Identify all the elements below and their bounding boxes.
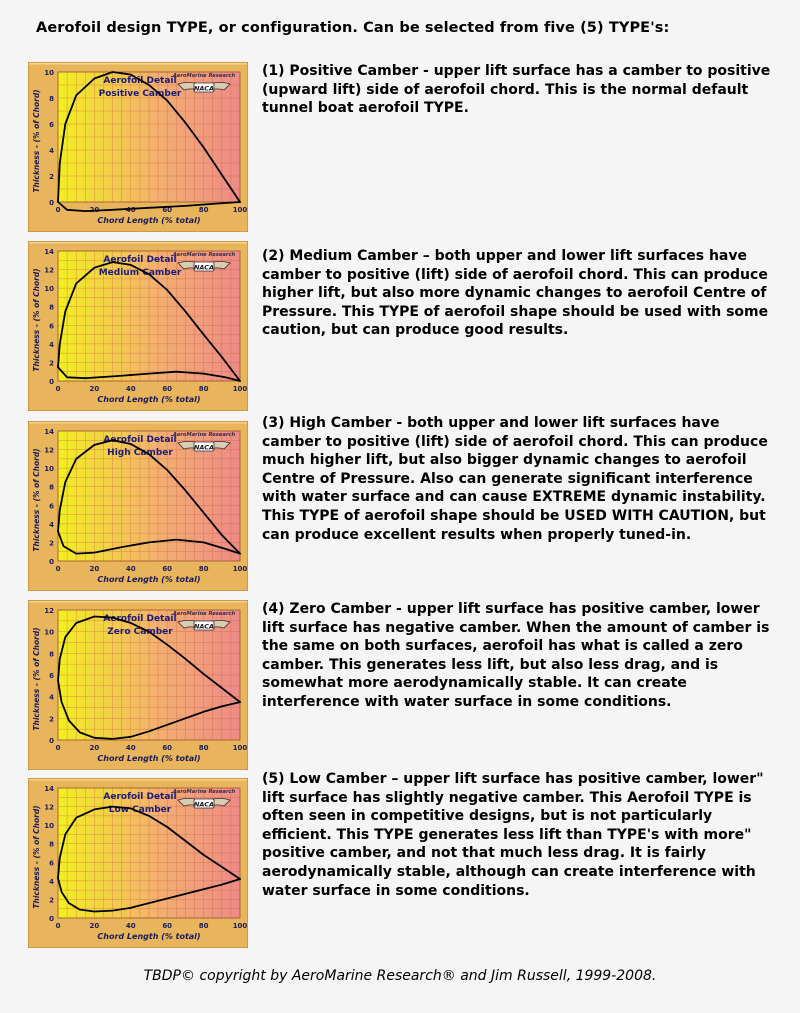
copyright-footer: TBDP© copyright by AeroMarine Research® and Jim Russell, 1999-2008. <box>143 968 657 984</box>
x-tick-label: 20 <box>89 385 100 393</box>
y-tick-label: 0 <box>49 558 54 566</box>
badge-text: NACA <box>193 263 215 272</box>
x-tick-label: 80 <box>198 744 209 752</box>
y-tick-label: 2 <box>49 173 54 181</box>
aerofoil-chart <box>28 600 248 770</box>
y-tick-label: 8 <box>49 303 54 312</box>
y-axis-label: Thickness - (% of Chord) <box>32 805 41 909</box>
y-axis-label: Thickness - (% of Chord) <box>32 268 41 372</box>
chart-subtitle: High Camber <box>107 448 173 458</box>
y-tick-label: 14 <box>44 428 54 436</box>
x-tick-label: 100 <box>232 385 248 393</box>
logo-text: AeroMarine Research <box>172 73 236 79</box>
x-tick-label: 100 <box>232 744 248 752</box>
aerofoil-chart <box>28 778 248 948</box>
y-tick-label: 2 <box>49 539 54 548</box>
y-tick-label: 4 <box>49 693 54 702</box>
aerofoil-chart-svg <box>28 600 248 770</box>
aerofoil-chart <box>28 241 248 411</box>
y-tick-label: 6 <box>49 859 54 868</box>
y-tick-label: 6 <box>49 121 54 129</box>
x-tick-label: 0 <box>55 744 61 752</box>
aerofoil-chart-svg <box>28 421 248 591</box>
y-axis-label: Thickness - (% of Chord) <box>32 627 41 731</box>
aerofoil-chart <box>28 421 248 591</box>
y-tick-label: 10 <box>44 69 54 77</box>
x-axis-label: Chord Length (% total) <box>97 575 201 584</box>
chart-subtitle: Positive Camber <box>98 89 182 99</box>
x-axis-label: Chord Length (% total) <box>97 395 201 404</box>
x-tick-label: 60 <box>162 385 173 393</box>
x-tick-label: 80 <box>198 565 209 573</box>
x-tick-label: 60 <box>162 922 173 930</box>
y-tick-label: 6 <box>49 322 54 331</box>
logo-text: AeroMarine Research <box>172 252 236 258</box>
y-axis-label: Thickness - (% of Chord) <box>32 448 41 552</box>
badge-text: NACA <box>193 443 215 452</box>
x-tick-label: 80 <box>198 922 209 930</box>
y-tick-label: 8 <box>49 650 54 659</box>
y-tick-label: 14 <box>44 248 54 256</box>
y-tick-label: 14 <box>44 785 54 793</box>
chart-title: Aerofoil Detail <box>103 792 177 802</box>
y-tick-label: 4 <box>49 147 54 155</box>
y-tick-label: 4 <box>49 340 54 349</box>
chart-title: Aerofoil Detail <box>103 614 177 624</box>
chart-subtitle: Zero Camber <box>107 627 173 637</box>
y-tick-label: 10 <box>44 628 54 637</box>
x-tick-label: 100 <box>232 922 248 930</box>
x-tick-label: 40 <box>125 206 136 214</box>
x-tick-label: 40 <box>125 744 136 752</box>
x-tick-label: 20 <box>89 744 100 752</box>
type-description: (3) High Camber - both upper and lower lift surfaces have camber to positive (lift) side of aerofoil chord. This can produce much higher lift, but also bigger dynamic changes to aerofoil Centre of Pressure. Also can generate significant interference with water surface and can cause EXTREME dynamic instability. This TYPE of aerofoil shape should be USED WITH CAUTION, but can produce excellent results when properly tuned-in. <box>262 415 768 543</box>
page-title: Aerofoil design TYPE, or configuration. Can be selected from five (5) TYPE's: <box>36 20 670 36</box>
y-tick-label: 2 <box>49 359 54 368</box>
y-tick-label: 8 <box>49 95 54 103</box>
type-description: (1) Positive Camber - upper lift surface has a camber to positive (upward lift) side of aerofoil chord. This is the normal default tunnel boat aerofoil TYPE. <box>262 63 771 117</box>
aerofoil-chart-svg <box>28 241 248 411</box>
x-tick-label: 20 <box>89 206 100 214</box>
y-tick-label: 6 <box>49 502 54 511</box>
y-tick-label: 0 <box>49 915 54 923</box>
x-tick-label: 40 <box>125 922 136 930</box>
x-axis-label: Chord Length (% total) <box>97 754 201 763</box>
chart-subtitle: Low Camber <box>108 805 172 815</box>
y-tick-label: 12 <box>44 266 54 275</box>
x-tick-label: 80 <box>198 385 209 393</box>
y-tick-label: 10 <box>44 465 54 474</box>
x-tick-label: 60 <box>162 206 173 214</box>
x-tick-label: 20 <box>89 922 100 930</box>
y-tick-label: 10 <box>44 285 54 294</box>
y-tick-label: 12 <box>44 803 54 812</box>
chart-subtitle: Medium Camber <box>98 268 182 278</box>
y-tick-label: 6 <box>49 672 54 680</box>
x-tick-label: 0 <box>55 565 61 573</box>
type-description: (5) Low Camber – upper lift surface has positive camber, lower" lift surface has slightly negative camber. This Aerofoil TYPE is often seen in competitive designs, but is not particularly efficient. This TYPE generates less lift than TYPE's with more" positive camber, and not that much less drag. It is fairly aerodynamically stable, although can create interference with water surface in some conditions. <box>262 771 764 899</box>
y-tick-label: 2 <box>49 715 54 724</box>
y-tick-label: 4 <box>49 520 54 529</box>
y-tick-label: 2 <box>49 896 54 905</box>
logo-text: AeroMarine Research <box>172 789 236 795</box>
x-tick-label: 0 <box>55 206 61 214</box>
badge-text: NACA <box>193 84 215 93</box>
y-tick-label: 12 <box>44 446 54 455</box>
y-tick-label: 0 <box>49 199 54 207</box>
x-tick-label: 100 <box>232 565 248 573</box>
x-tick-label: 40 <box>125 565 136 573</box>
logo-text: AeroMarine Research <box>172 432 236 438</box>
y-tick-label: 12 <box>44 607 54 615</box>
y-tick-label: 0 <box>49 378 54 386</box>
aerofoil-chart-svg <box>28 62 248 232</box>
x-tick-label: 60 <box>162 744 173 752</box>
chart-title: Aerofoil Detail <box>103 255 177 265</box>
aerofoil-chart-svg <box>28 778 248 948</box>
x-tick-label: 40 <box>125 385 136 393</box>
type-description: (4) Zero Camber - upper lift surface has positive camber, lower lift surface has negative camber. When the amount of camber is the same on both surfaces, aerofoil has what is called a zero camber. This generates less lift, but also less drag, and is somewhat more aerodynamically stable. It can create interference with water surface in some conditions. <box>262 601 770 710</box>
x-axis-label: Chord Length (% total) <box>97 216 201 225</box>
x-tick-label: 20 <box>89 565 100 573</box>
x-tick-label: 100 <box>232 206 248 214</box>
y-tick-label: 10 <box>44 822 54 831</box>
type-description: (2) Medium Camber – both upper and lower lift surfaces have camber to positive (lift) side of aerofoil chord. This can produce higher lift, but also more dynamic changes to aerofoil Centre of Pressure. This TYPE of aerofoil shape should be used with some caution, but can produce good results. <box>262 248 769 339</box>
y-axis-label: Thickness - (% of Chord) <box>32 89 41 193</box>
x-tick-label: 0 <box>55 922 61 930</box>
chart-title: Aerofoil Detail <box>103 76 177 86</box>
y-tick-label: 4 <box>49 877 54 886</box>
badge-text: NACA <box>193 800 215 809</box>
logo-text: AeroMarine Research <box>172 611 236 617</box>
aerofoil-chart <box>28 62 248 232</box>
badge-text: NACA <box>193 622 215 631</box>
y-tick-label: 8 <box>49 483 54 492</box>
x-tick-label: 80 <box>198 206 209 214</box>
chart-title: Aerofoil Detail <box>103 435 177 445</box>
x-axis-label: Chord Length (% total) <box>97 932 201 941</box>
y-tick-label: 8 <box>49 840 54 849</box>
y-tick-label: 0 <box>49 737 54 745</box>
x-tick-label: 0 <box>55 385 61 393</box>
x-tick-label: 60 <box>162 565 173 573</box>
